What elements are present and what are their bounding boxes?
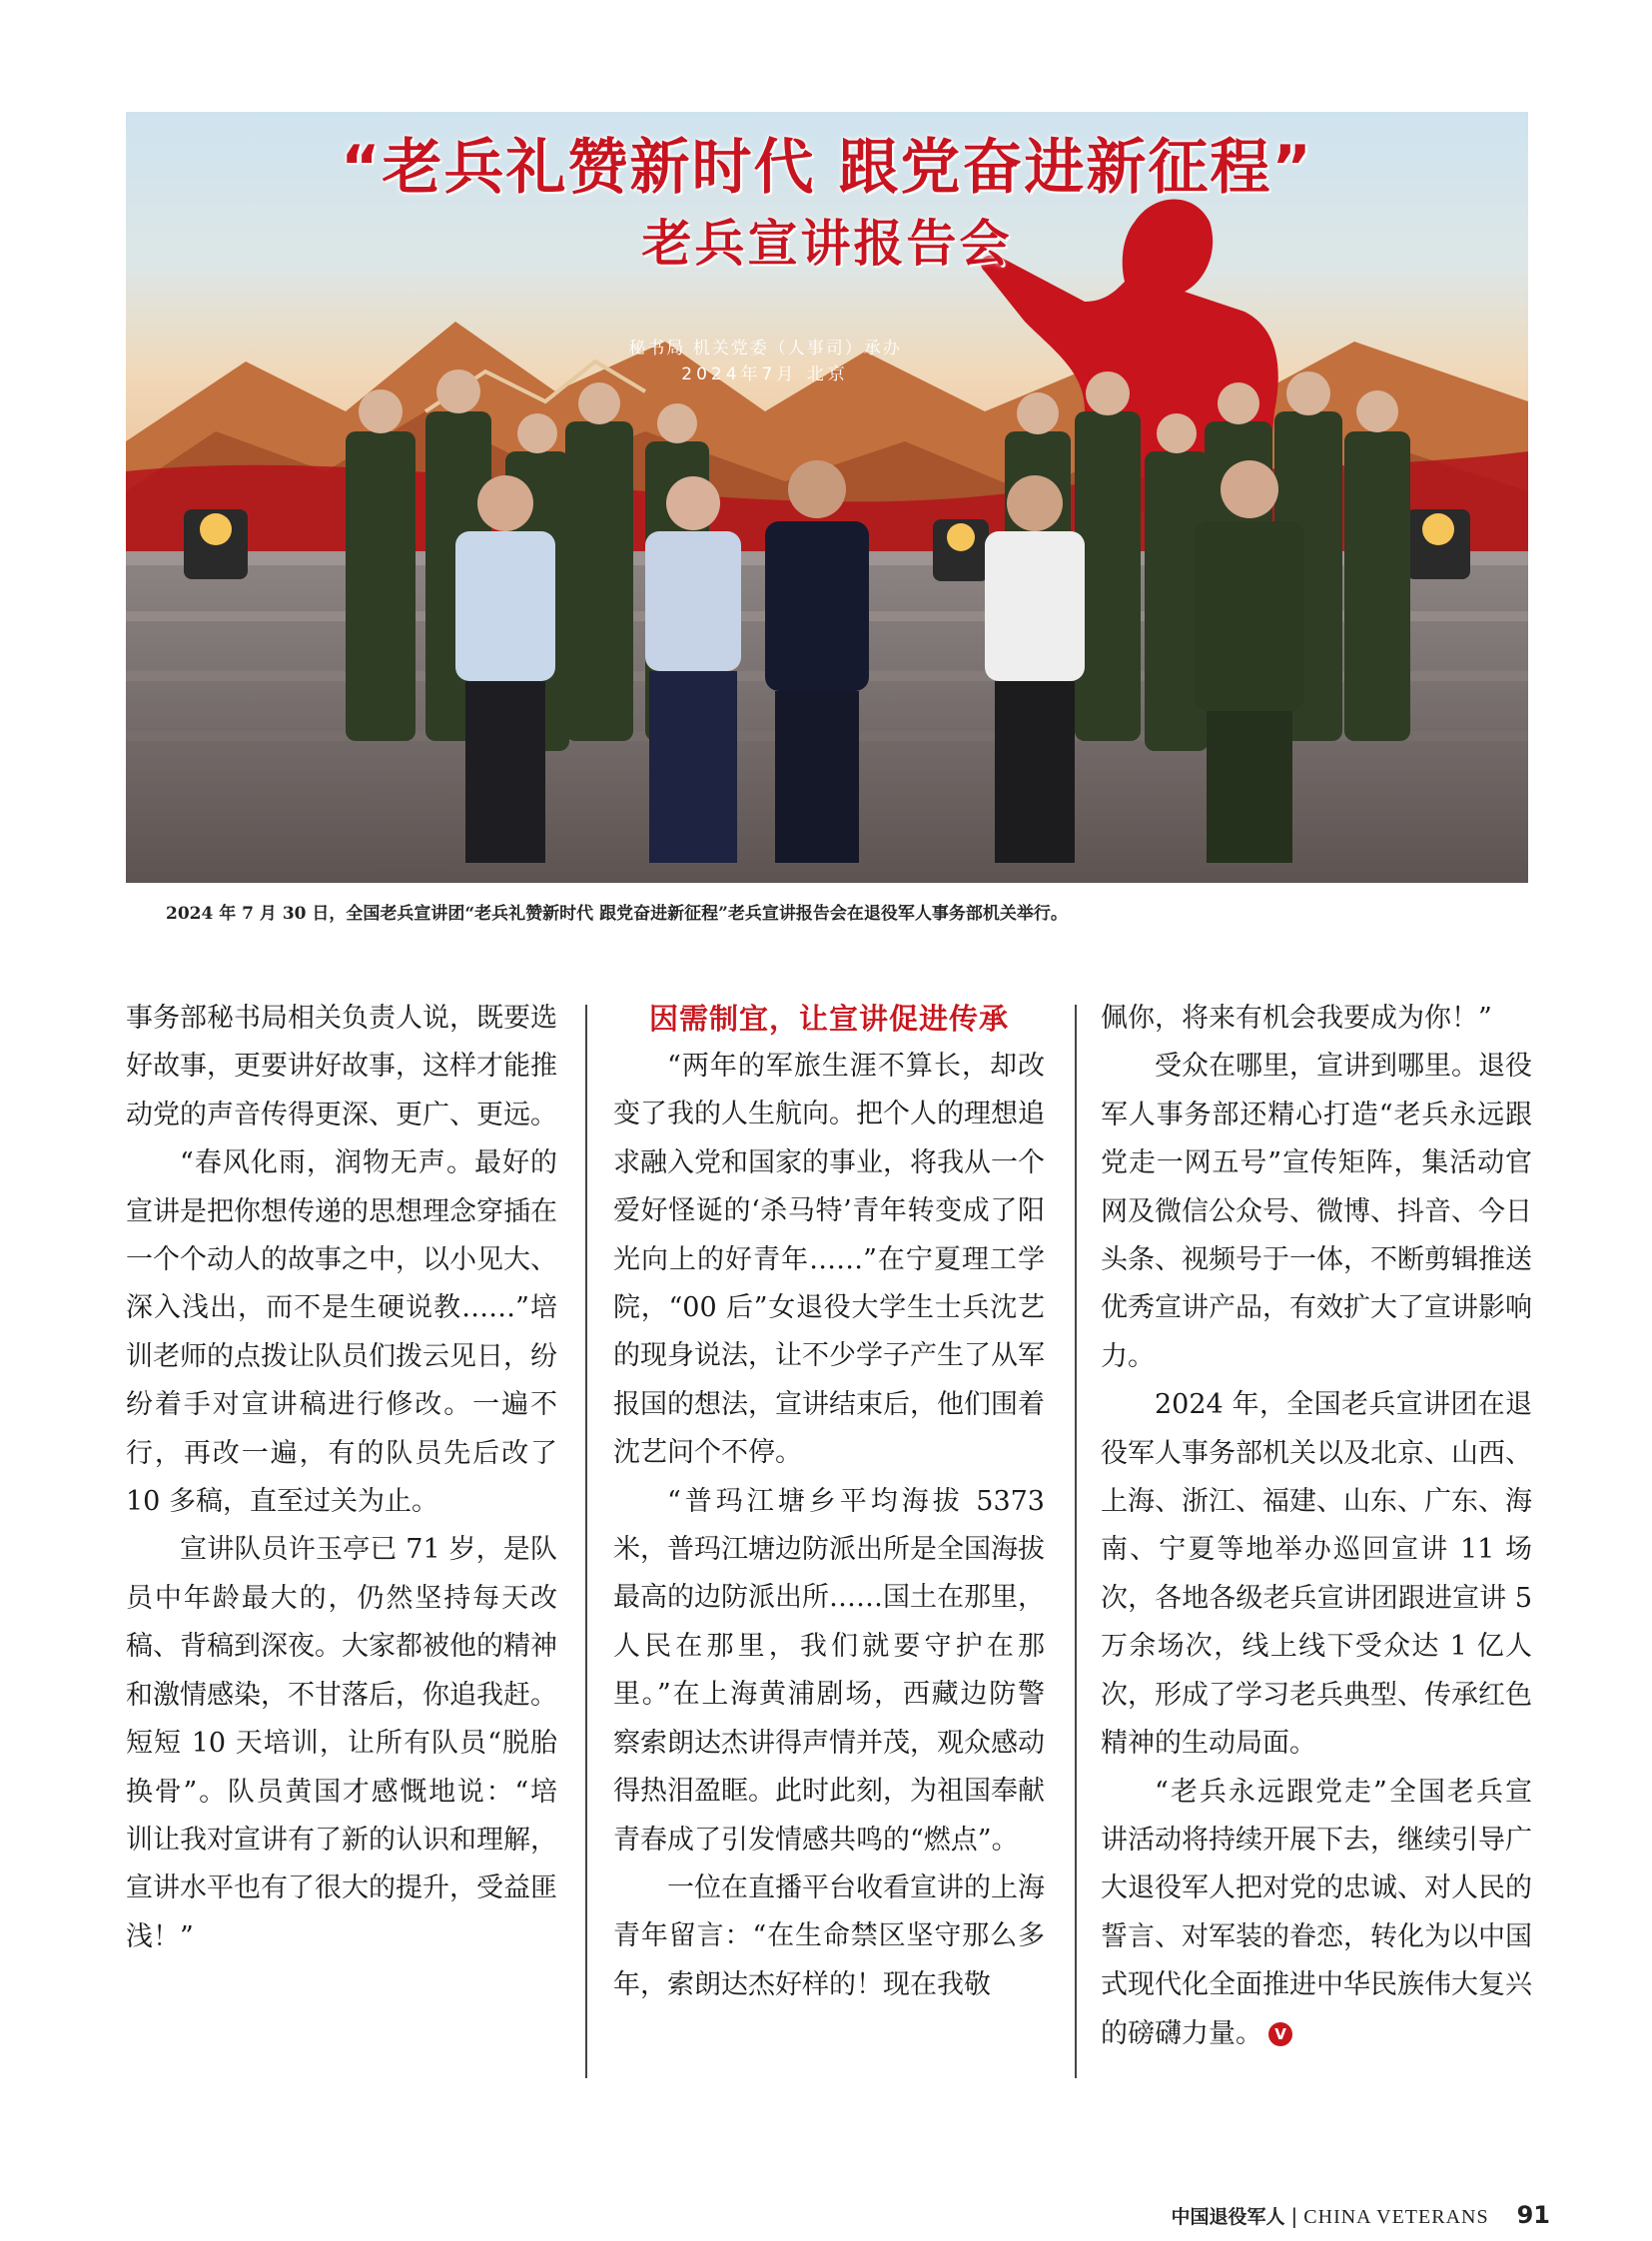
photo-caption: 2024 年 7 月 30 日，全国老兵宣讲团“老兵礼赞新时代 跟党奋进新征程”老兵宣讲报告会在退役军人事务部机关举行。 — [166, 904, 1068, 924]
paragraph: 一位在直播平台收看宣讲的上海青年留言：“在生命禁区坚守那么多年，索朗达杰好样的！现在我敬 — [613, 1871, 1045, 2000]
paragraph: “两年的军旅生涯不算长，却改变了我的人生航向。把个人的理想追求融入党和国家的事业，将我从一个爱好怪诞的‘杀马特’青年转变成了阳光向上的好青年……”在宁夏理工学院，“00 后”女退役大学生士兵沈艺的现身说法，让不少学子产生了从军报国的想法，宣讲结束后，他们围着沈艺问个不停。 — [613, 1051, 1045, 1469]
section-heading: 因需制宜，让宣讲促进传承 — [648, 1002, 1009, 1036]
end-mark-icon: V — [1268, 2022, 1292, 2046]
paragraph-text: “老兵永远跟党走”全国老兵宣讲活动将持续开展下去，继续引导广大退役军人把对党的忠诚、对人民的誓言、对军装的眷恋，转化为以中国式现代化全面推进中华民族伟大复兴的磅礴力量。 — [1101, 1776, 1532, 2049]
banner-subtitle: 老兵宣讲报告会 — [641, 215, 1013, 273]
paragraph: 事务部秘书局相关负责人说，既要选好故事，更要讲好故事，这样才能推动党的声音传得更深、更广、更远。 — [126, 1003, 557, 1130]
text-column-3 — [1101, 995, 1532, 2058]
paragraph: 佩你，将来有机会我要成为你！” — [1101, 1003, 1492, 1034]
column-divider — [585, 1005, 587, 2078]
banner-title: “老兵礼赞新时代 跟党奋进新征程” — [341, 133, 1313, 203]
magazine-name-english: CHINA VETERANS — [1303, 2206, 1489, 2228]
magazine-name: 中国退役军人 — [1171, 2206, 1285, 2228]
column-divider — [1075, 1005, 1077, 2078]
paragraph: 2024 年，全国老兵宣讲团在退役军人事务部机关以及北京、山西、上海、浙江、福建、山东、广东、海南、宁夏等地举办巡回宣讲 11 场次，各地各级老兵宣讲团跟进宣讲 5 万余场次，线上线下受众达 1 亿人次，形成了学习老兵典型、传承红色精神的生动局面。 — [1101, 1389, 1532, 1760]
paragraph: 受众在哪里，宣讲到哪里。退役军人事务部还精心打造“老兵永远跟党走一网五号”宣传矩阵，集活动官网及微信公众号、微博、抖音、今日头条、视频号于一体，不断剪辑推送优秀宣讲产品，有效扩大了宣讲影响力。 — [1101, 1051, 1532, 1372]
paragraph: 宣讲队员许玉亭已 71 岁，是队员中年龄最大的，仍然坚持每天改稿、背稿到深夜。大家都被他的精神和激情感染，不甘落后，你追我赶。短短 10 天培训，让所有队员“脱胎换骨”。队员黄国才感慨地说：“培训让我对宣讲有了新的认识和理解，宣讲水平也有了很大的提升，受益匪浅！” — [126, 1534, 557, 1952]
text-column-1 — [126, 995, 557, 1961]
banner-organizer: 秘书局 机关党委（人事司）承办 — [628, 339, 902, 359]
event-photo — [126, 112, 1528, 883]
paragraph: “春风化雨，润物无声。最好的宣讲是把你想传递的思想理念穿插在一个个动人的故事之中，以小见大、深入浅出，而不是生硬说教……”培训老师的点拨让队员们拨云见日，纷纷着手对宣讲稿进行修改。一遍不行，再改一遍，有的队员先后改了 10 多稿，直至过关为止。 — [126, 1147, 557, 1518]
text-column-2 — [613, 995, 1045, 2009]
paragraph: “普玛江塘乡平均海拔 5373 米，普玛江塘边防派出所是全国海拔最高的边防派出所……国土在那里，人民在那里，我们就要守护在那里。”在上海黄浦剧场，西藏边防警察索朗达杰讲得声情并茂，观众感动得热泪盈眶。此时此刻，为祖国奉献青春成了引发情感共鸣的“燃点”。 — [613, 1485, 1045, 1856]
banner-date: 2024年7月 北京 — [681, 365, 849, 384]
paragraph — [1101, 1769, 1532, 2058]
page-footer — [1172, 2201, 1550, 2229]
footer-separator: | — [1290, 2204, 1298, 2228]
page-number: 91 — [1516, 2201, 1550, 2229]
